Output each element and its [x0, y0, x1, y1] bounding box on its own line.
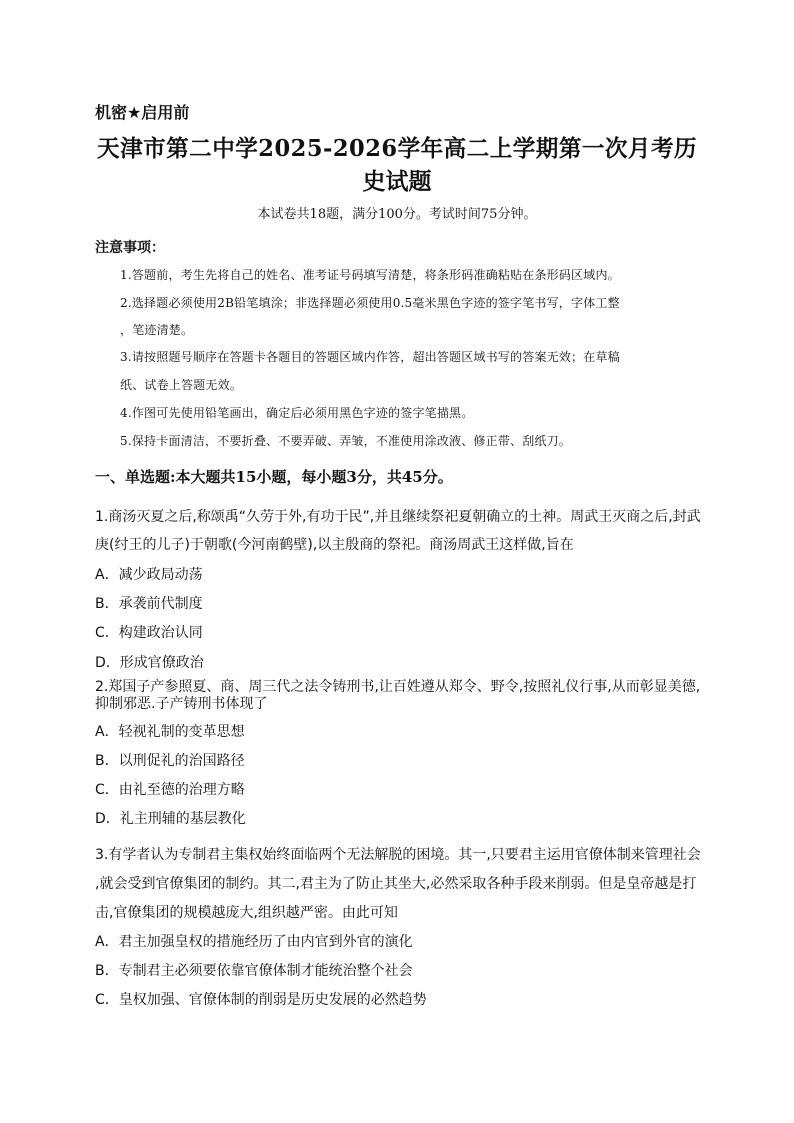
- question-2-option-d: D．礼主刑辅的基层教化: [95, 811, 246, 827]
- notice-line: ，笔迹清楚。: [120, 323, 194, 337]
- question-2-option-a: A．轻视礼制的变革思想: [95, 724, 245, 740]
- question-1-option-a: A．减少政局动荡: [95, 567, 203, 583]
- question-3-option-c: C．皇权加强、官僚体制的削弱是历史发展的必然趋势: [95, 992, 427, 1008]
- exam-title-line1: 天津市第二中学2025-2026学年高二上学期第一次月考历: [96, 135, 697, 162]
- notice-heading: 注意事项：: [95, 240, 165, 256]
- question-3-option-b: B．专制君主必须要依靠官僚体制才能统治整个社会: [95, 963, 413, 979]
- exam-info: 本试卷共18题，满分100分。考试时间75分钟。: [257, 207, 537, 222]
- question-3-option-a: A．君主加强皇权的措施经历了由内官到外官的演化: [95, 934, 413, 950]
- notice-line: 2.选择题必须使用2B铅笔填涂；非选择题必须使用0.5毫米黑色字迹的签字笔书写，字体工整: [120, 296, 620, 310]
- question-2-option-c: C．由礼至德的治理方略: [95, 782, 245, 798]
- question-3-text: 击,官僚集团的规模越庞大,组织越严密。由此可知: [95, 905, 398, 921]
- notice-line: 1.答题前，考生先将自己的姓名、准考证号码填写清楚，将条形码准确粘贴在条形码区域内。: [120, 268, 620, 282]
- notice-line: 4.作图可先使用铅笔画出，确定后必须用黑色字迹的签字笔描黑。: [120, 406, 474, 420]
- question-1-text: 1.商汤灭夏之后,称颂禹“久劳于外,有功于民”,并且继续祭祀夏朝确立的土神。周武王灭商之后,封武: [95, 509, 701, 525]
- confidential-label: 机密★启用前: [95, 103, 190, 122]
- question-1-option-d: D．形成官僚政治: [95, 655, 204, 671]
- question-1-option-c: C．构建政治认同: [95, 625, 203, 641]
- notice-line: 纸、试卷上答题无效。: [120, 378, 243, 392]
- section-title: 一、单选题:本大题共15小题，每小题3分，共45分。: [95, 468, 453, 486]
- notice-line: 5.保持卡面清洁，不要折叠、不要弄破、弄皱，不准使用涂改液、修正带、刮纸刀。: [120, 434, 572, 448]
- notice-line: 3.请按照题号顺序在答题卡各题目的答题区域内作答，超出答题区域书写的答案无效；在草稿: [120, 350, 620, 364]
- question-1-text: 庚(纣王的儿子)于朝歌(今河南鹤壁),以主殷商的祭祀。商汤周武王这样做,旨在: [95, 537, 574, 553]
- exam-title-line2: 史试题: [362, 168, 432, 195]
- question-3-text: 3.有学者认为专制君主集权始终面临两个无法解脱的困境。其一,只要君主运用官僚体制来管理社会: [95, 847, 701, 863]
- question-2-text: 2.郑国子产参照夏、商、周三代之法令铸刑书,让百姓遵从郑令、野令,按照礼仪行事,从而彰显美德,: [95, 679, 701, 695]
- question-3-text: ,就会受到官僚集团的制约。其二,君主为了防止其坐大,必然采取各种手段来削弱。但是皇帝越是打: [95, 876, 697, 892]
- question-2-text: 抑制邪恶.子产铸刑书体现了: [95, 696, 268, 712]
- question-2-option-b: B．以刑促礼的治国路径: [95, 753, 245, 769]
- question-1-option-b: B．承袭前代制度: [95, 596, 203, 612]
